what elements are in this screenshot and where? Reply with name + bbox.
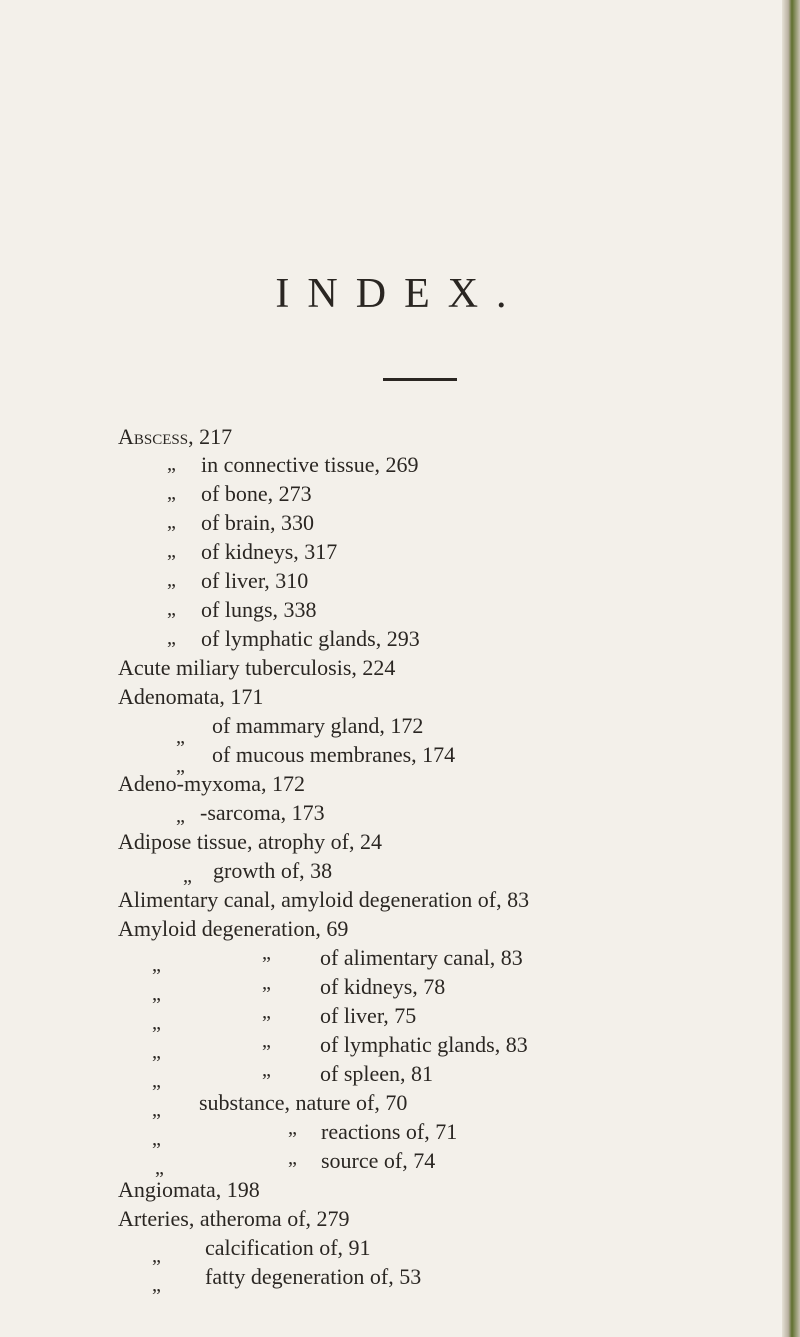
index-subentry: growth of, 38: [213, 858, 333, 883]
index-subentry: of brain, 330: [201, 510, 315, 535]
ditto-mark: „: [152, 1070, 161, 1092]
index-subentry: of lymphatic glands, 293: [201, 626, 420, 651]
index-entry-adeno-myxoma: Adeno-myxoma, 172: [118, 771, 305, 796]
ditto-mark: „: [176, 755, 185, 777]
ditto-mark: „: [152, 1012, 161, 1034]
ditto-mark: „: [152, 954, 161, 976]
ditto-mark: „: [167, 511, 176, 533]
ditto-mark: „: [262, 972, 271, 994]
ditto-mark: „: [288, 1117, 297, 1139]
index-subentry: of kidneys, 317: [201, 539, 338, 564]
ditto-mark: „: [183, 865, 192, 887]
ditto-mark: „: [152, 1099, 161, 1121]
index-entry-abscess: [118, 425, 232, 449]
index-entry-amyloid: Amyloid degeneration, 69: [118, 916, 349, 941]
ditto-mark: „: [167, 569, 176, 591]
index-subentry: substance, nature of, 70: [199, 1090, 408, 1115]
page-title: INDEX.: [275, 271, 525, 317]
ditto-mark: „: [176, 805, 185, 827]
ditto-mark: „: [262, 1001, 271, 1023]
index-subentry: of liver, 75: [320, 1003, 417, 1028]
index-entry-angiomata: Angiomata, 198: [118, 1177, 260, 1202]
ditto-mark: „: [288, 1147, 297, 1169]
index-subentry: of lungs, 338: [201, 597, 317, 622]
ditto-mark: „: [262, 942, 271, 964]
entry-head-page: , 217: [188, 424, 233, 449]
index-subentry: of mucous membranes, 174: [212, 742, 456, 767]
index-subentry: of liver, 310: [201, 568, 309, 593]
index-subentry: of bone, 273: [201, 481, 312, 506]
index-entry-alimentary: Alimentary canal, amyloid degeneration of, 83: [118, 887, 530, 912]
index-entry-adipose: Adipose tissue, atrophy of, 24: [118, 829, 382, 854]
index-subentry: of kidneys, 78: [320, 974, 446, 999]
ditto-mark: „: [167, 627, 176, 649]
index-entry-adenomata: Adenomata, 171: [118, 684, 264, 709]
index-entry-acute: Acute miliary tuberculosis, 224: [118, 655, 396, 680]
index-subentry: of lymphatic glands, 83: [320, 1032, 528, 1057]
ditto-mark: „: [152, 1128, 161, 1150]
ditto-mark: „: [262, 1030, 271, 1052]
ditto-mark: „: [167, 453, 176, 475]
ditto-mark: „: [167, 540, 176, 562]
index-subentry: -sarcoma, 173: [200, 800, 325, 825]
ditto-mark: „: [152, 1274, 161, 1296]
ditto-mark: „: [152, 1041, 161, 1063]
index-subentry: of alimentary canal, 83: [320, 945, 523, 970]
index-entry-arteries: Arteries, atheroma of, 279: [118, 1206, 350, 1231]
title-rule: [383, 378, 457, 381]
index-subentry: reactions of, 71: [321, 1119, 458, 1144]
index-subentry: fatty degeneration of, 53: [205, 1264, 422, 1289]
page-edge: [782, 0, 800, 1337]
index-subentry: calcification of, 91: [205, 1235, 371, 1260]
ditto-mark: „: [155, 1157, 164, 1179]
ditto-mark: „: [152, 983, 161, 1005]
index-subentry: of spleen, 81: [320, 1061, 434, 1086]
index-subentry: of mammary gland, 172: [212, 713, 424, 738]
ditto-mark: „: [262, 1059, 271, 1081]
ditto-mark: „: [167, 482, 176, 504]
index-subentry: source of, 74: [321, 1148, 436, 1173]
index-subentry: in connective tissue, 269: [201, 452, 419, 477]
ditto-mark: „: [176, 726, 185, 748]
entry-head-word: Abscess: [118, 424, 189, 449]
ditto-mark: „: [152, 1245, 161, 1267]
ditto-mark: „: [167, 598, 176, 620]
